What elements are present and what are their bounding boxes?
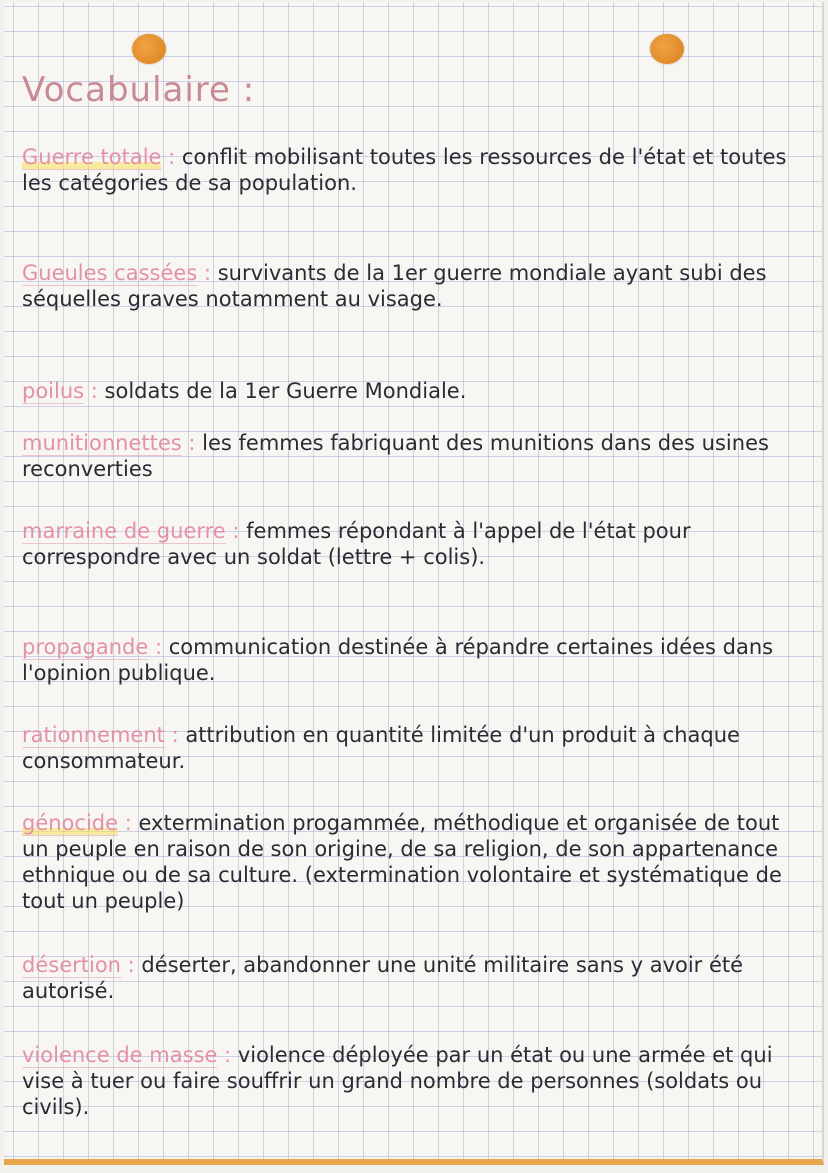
binder-hole-right — [650, 34, 684, 64]
vocab-term: poilus — [22, 379, 85, 403]
vocab-entry-desertion: désertion : déserter, abandonner une unité militaire sans y avoir été autorisé. — [22, 953, 744, 1003]
vocab-definition: attribution en quantité limitée d'un produit à chaque consommateur. — [22, 723, 740, 773]
vocab-entry-rationnement: rationnement : attribution en quantité limitée d'un produit à chaque consommateur. — [22, 723, 740, 773]
vocab-term: munitionnettes — [22, 431, 182, 455]
vocab-entry-poilus: poilus : soldats de la 1er Guerre Mondiale. — [22, 379, 467, 403]
vocab-term: désertion — [22, 953, 121, 977]
vocab-term: rationnement — [22, 723, 165, 747]
vocab-term: Guerre totale — [22, 145, 162, 169]
vocab-entry-violence-de-masse: violence de masse : violence déployée par un état ou une armée et qui vise à tuer ou faire souffrir un grand nombre de personnes (soldats ou civils). — [22, 1043, 773, 1119]
vocab-term: violence de masse — [22, 1043, 218, 1067]
notebook-page — [4, 2, 824, 1165]
vocab-entry-guerre-totale: Guerre totale : conflit mobilisant toutes les ressources de l'état et toutes les catégories de sa population. — [22, 145, 787, 195]
vocab-definition: communication destinée à répandre certaines idées dans l'opinion publique. — [22, 635, 774, 685]
vocab-term: Gueules cassées — [22, 261, 198, 285]
vocab-entry-munitionnettes: munitionnettes : les femmes fabriquant des munitions dans des usines reconverties — [22, 431, 769, 481]
vocab-definition: déserter, abandonner une unité militaire sans y avoir été autorisé. — [22, 953, 744, 1003]
vocab-definition: extermination progammée, méthodique et organisée de tout un peuple en raison de son origine, de sa religion, de son appartenance ethnique ou de sa culture. (extermination volontaire et systématique de tout un peuple) — [22, 811, 782, 913]
vocab-term: marraine de guerre — [22, 519, 226, 543]
binder-hole-left — [132, 34, 166, 64]
vocab-definition: femmes répondant à l'appel de l'état pour correspondre avec un soldat (lettre + colis). — [22, 519, 691, 569]
vocab-definition: soldats de la 1er Guerre Mondiale. — [104, 379, 467, 403]
vocab-definition: les femmes fabriquant des munitions dans des usines reconverties — [22, 431, 769, 481]
vocab-definition: violence déployée par un état ou une armée et qui vise à tuer ou faire souffrir un grand nombre de personnes (soldats ou civils). — [22, 1043, 773, 1119]
vocab-definition: survivants de la 1er guerre mondiale ayant subi des séquelles graves notamment au visage. — [22, 261, 767, 311]
vocab-term: génocide — [22, 811, 119, 835]
vocab-term: propagande — [22, 635, 149, 659]
vocab-definition: conflit mobilisant toutes les ressources de l'état et toutes les catégories de sa population. — [22, 145, 787, 195]
vocab-entry-genocide: génocide : extermination progammée, méthodique et organisée de tout un peuple en raison de son origine, de sa religion, de son appartenance ethnique ou de sa culture. (extermination volontaire et systématique de tout un peuple) — [22, 811, 782, 913]
vocab-entry-gueules-cassees: Gueules cassées : survivants de la 1er guerre mondiale ayant subi des séquelles graves notamment au visage. — [22, 261, 767, 311]
vocab-entry-marraine-de-guerre: marraine de guerre : femmes répondant à l'appel de l'état pour correspondre avec un soldat (lettre + colis). — [22, 519, 691, 569]
vocab-entry-propagande: propagande : communication destinée à répandre certaines idées dans l'opinion publique. — [22, 635, 774, 685]
page-title: Vocabulaire : — [22, 70, 256, 110]
